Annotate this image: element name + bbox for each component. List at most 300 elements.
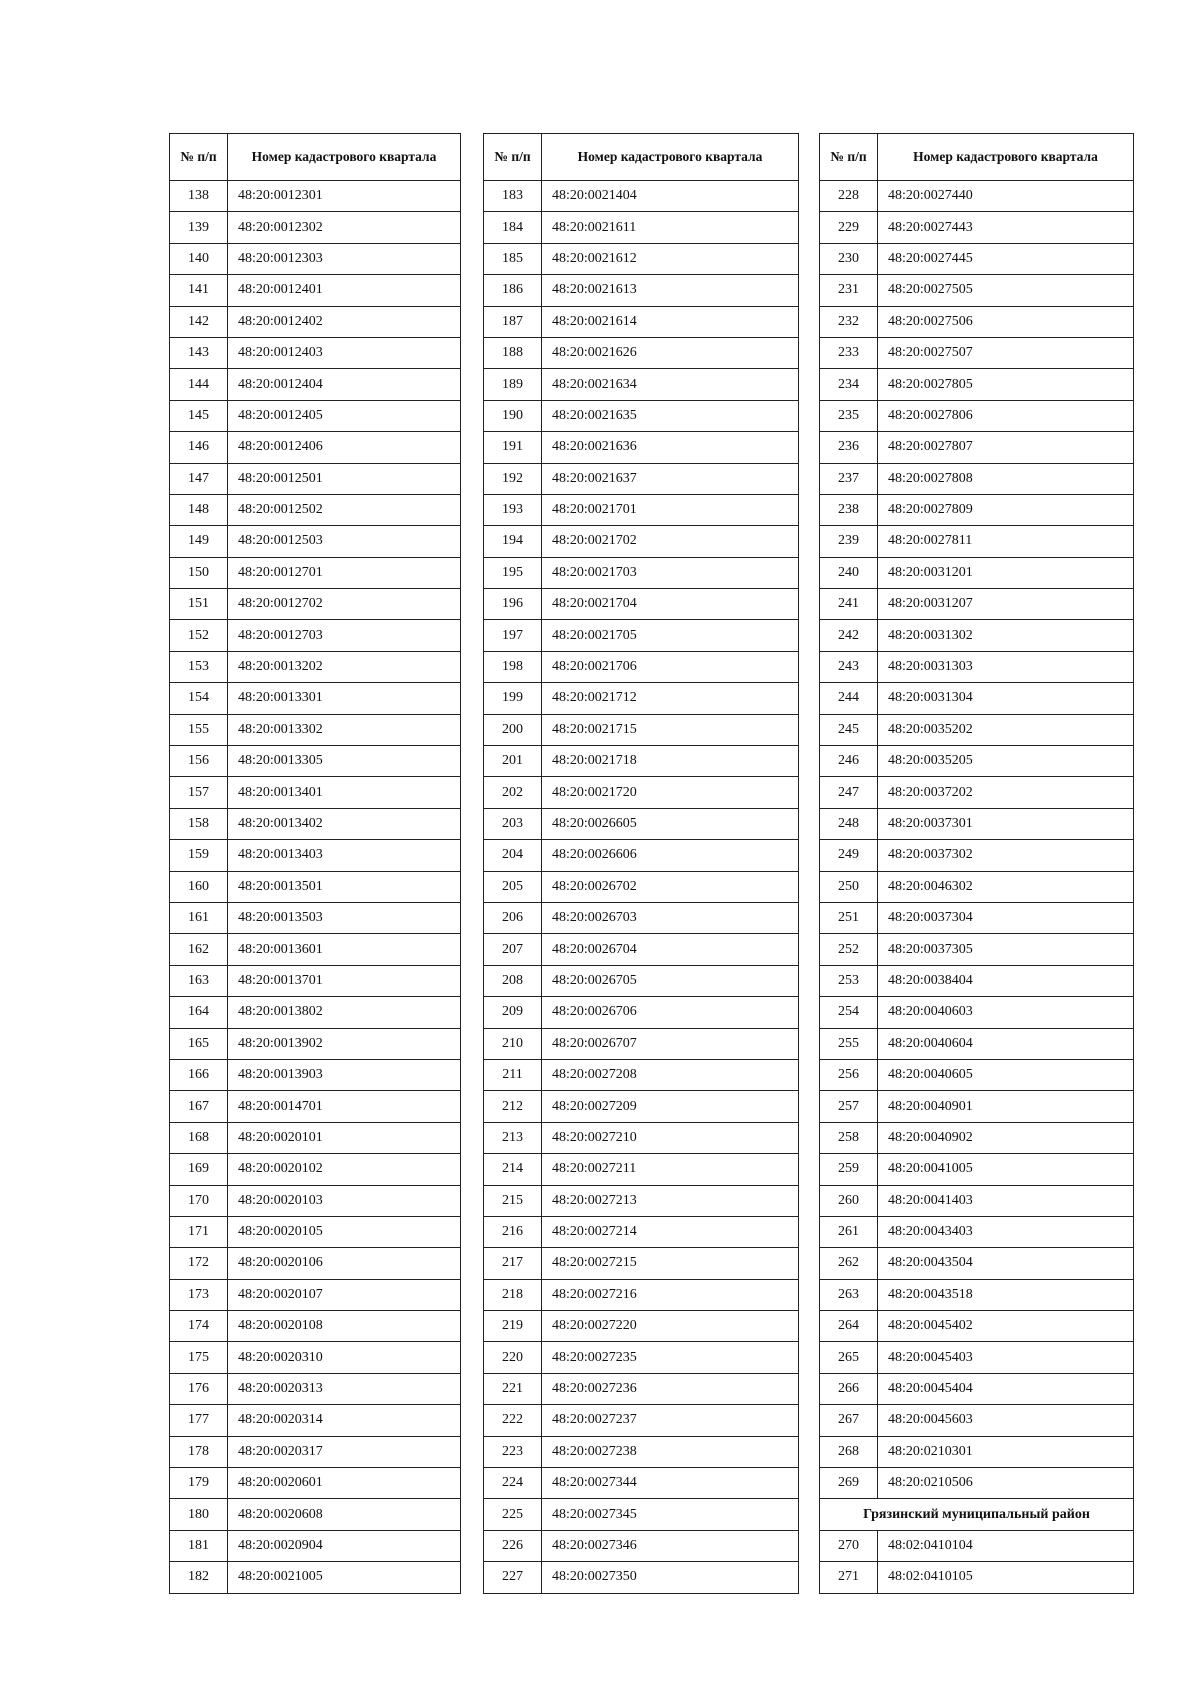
cadastral-number: 48:20:0027235 [542,1342,799,1373]
table-row [484,902,799,933]
table-row [484,1216,799,1247]
table-row [170,432,461,463]
table-row [170,589,461,620]
row-number: 196 [484,589,542,620]
row-number: 231 [820,275,878,306]
row-number: 241 [820,589,878,620]
table-row [484,432,799,463]
table-row [820,777,1134,808]
cadastral-number: 48:20:0038404 [878,965,1134,996]
table-row [820,212,1134,243]
table-row [484,808,799,839]
row-number: 222 [484,1405,542,1436]
row-number: 208 [484,965,542,996]
cadastral-number: 48:20:0021635 [542,400,799,431]
cadastral-number: 48:20:0026703 [542,902,799,933]
table-row [170,243,461,274]
table-row [170,902,461,933]
table-row [170,840,461,871]
cadastral-number: 48:20:0021718 [542,746,799,777]
row-number: 218 [484,1279,542,1310]
row-number: 230 [820,243,878,274]
row-number: 253 [820,965,878,996]
row-number: 198 [484,651,542,682]
cadastral-number: 48:20:0027211 [542,1154,799,1185]
cadastral-number: 48:20:0021613 [542,275,799,306]
cadastral-number: 48:20:0021702 [542,526,799,557]
table-row [484,1530,799,1561]
row-number: 139 [170,212,228,243]
table-row [820,369,1134,400]
row-number: 157 [170,777,228,808]
table-row [484,746,799,777]
cadastral-number: 48:20:0040902 [878,1122,1134,1153]
row-number: 155 [170,714,228,745]
row-number: 184 [484,212,542,243]
table-row [170,212,461,243]
row-number: 212 [484,1091,542,1122]
cadastral-number: 48:20:0020310 [228,1342,461,1373]
table-row [170,1059,461,1090]
cadastral-number: 48:20:0021704 [542,589,799,620]
row-number: 143 [170,337,228,368]
table-row [484,212,799,243]
cadastral-number: 48:20:0037202 [878,777,1134,808]
row-number: 228 [820,181,878,212]
row-number: 181 [170,1530,228,1561]
cadastral-number: 48:20:0021612 [542,243,799,274]
cadastral-number: 48:20:0027445 [878,243,1134,274]
cadastral-number: 48:20:0012302 [228,212,461,243]
cadastral-number: 48:20:0026705 [542,965,799,996]
cadastral-number: 48:20:0027808 [878,463,1134,494]
table-row [170,871,461,902]
row-number: 240 [820,557,878,588]
cadastral-number: 48:20:0043403 [878,1216,1134,1247]
table-row [484,306,799,337]
row-number: 169 [170,1154,228,1185]
table-row [170,337,461,368]
cadastral-number: 48:20:0012402 [228,306,461,337]
row-number: 257 [820,1091,878,1122]
row-number: 224 [484,1468,542,1499]
row-number: 179 [170,1468,228,1499]
cadastral-number: 48:20:0012401 [228,275,461,306]
cadastral-number: 48:20:0043504 [878,1248,1134,1279]
cadastral-number: 48:20:0027346 [542,1530,799,1561]
cadastral-number: 48:20:0020601 [228,1468,461,1499]
table-row [484,714,799,745]
row-number: 185 [484,243,542,274]
row-number: 227 [484,1562,542,1593]
row-number: 251 [820,902,878,933]
row-number: 194 [484,526,542,557]
row-number: 166 [170,1059,228,1090]
table-row [820,589,1134,620]
table-row [170,714,461,745]
table-row [170,306,461,337]
cadastral-number: 48:20:0020103 [228,1185,461,1216]
table-row [170,400,461,431]
cadastral-number: 48:20:0013903 [228,1059,461,1090]
row-number: 267 [820,1405,878,1436]
section-title: Грязинский муниципальный район [820,1499,1134,1530]
cadastral-number: 48:20:0021636 [542,432,799,463]
row-number: 188 [484,337,542,368]
row-number: 268 [820,1436,878,1467]
cadastral-number: 48:20:0027506 [878,306,1134,337]
cadastral-number: 48:20:0013202 [228,651,461,682]
table-header-row [484,134,799,181]
table-row [484,1059,799,1090]
row-number: 177 [170,1405,228,1436]
cadastral-number: 48:20:0027209 [542,1091,799,1122]
table-row [820,934,1134,965]
cadastral-number: 48:20:0027215 [542,1248,799,1279]
table-row [484,1154,799,1185]
row-number: 207 [484,934,542,965]
table-row [820,306,1134,337]
table-row [170,181,461,212]
table-row [484,1562,799,1593]
table-row [820,1530,1134,1561]
row-number: 170 [170,1185,228,1216]
cadastral-number: 48:20:0012404 [228,369,461,400]
row-number: 234 [820,369,878,400]
row-number: 205 [484,871,542,902]
table-row [170,1342,461,1373]
row-number: 153 [170,651,228,682]
table-row [484,1028,799,1059]
table-row [170,1530,461,1561]
cadastral-number: 48:20:0041403 [878,1185,1134,1216]
table-row [820,1342,1134,1373]
header-num: № п/п [170,134,228,181]
cadastral-number: 48:20:0013701 [228,965,461,996]
cadastral-number: 48:20:0045402 [878,1311,1134,1342]
cadastral-number: 48:20:0045603 [878,1405,1134,1436]
table-row [484,589,799,620]
cadastral-number: 48:20:0020317 [228,1436,461,1467]
table-row [820,463,1134,494]
row-number: 161 [170,902,228,933]
table-row [484,1468,799,1499]
table-row [170,494,461,525]
cadastral-number: 48:20:0027344 [542,1468,799,1499]
cadastral-number: 48:20:0027809 [878,494,1134,525]
cadastral-number: 48:20:0020108 [228,1311,461,1342]
row-number: 144 [170,369,228,400]
row-number: 140 [170,243,228,274]
cadastral-number: 48:20:0027507 [878,337,1134,368]
row-number: 191 [484,432,542,463]
row-number: 168 [170,1122,228,1153]
row-number: 238 [820,494,878,525]
row-number: 203 [484,808,542,839]
row-number: 233 [820,337,878,368]
cadastral-table-2 [483,133,799,1594]
row-number: 199 [484,683,542,714]
cadastral-number: 48:20:0013302 [228,714,461,745]
cadastral-number: 48:20:0012701 [228,557,461,588]
cadastral-number: 48:20:0040604 [878,1028,1134,1059]
row-number: 163 [170,965,228,996]
row-number: 263 [820,1279,878,1310]
row-number: 261 [820,1216,878,1247]
row-number: 147 [170,463,228,494]
table-row [484,840,799,871]
table-row [484,1499,799,1530]
row-number: 211 [484,1059,542,1090]
table-row [820,840,1134,871]
table-row [484,1405,799,1436]
row-number: 215 [484,1185,542,1216]
row-number: 195 [484,557,542,588]
header-num: № п/п [820,134,878,181]
header-cadastral: Номер кадастрового квартала [878,134,1134,181]
table-row [820,526,1134,557]
row-number: 239 [820,526,878,557]
cadastral-number: 48:20:0013601 [228,934,461,965]
table-row [484,871,799,902]
cadastral-number: 48:20:0027216 [542,1279,799,1310]
row-number: 265 [820,1342,878,1373]
table-row [484,1185,799,1216]
row-number: 260 [820,1185,878,1216]
table-row [170,1279,461,1310]
table-row [820,965,1134,996]
table-row [170,1248,461,1279]
table-row [170,1185,461,1216]
table-row [820,1311,1134,1342]
cadastral-number: 48:02:0410105 [878,1562,1134,1593]
row-number: 225 [484,1499,542,1530]
table-row [170,777,461,808]
cadastral-number: 48:20:0013501 [228,871,461,902]
table-row [170,620,461,651]
cadastral-number: 48:20:0012702 [228,589,461,620]
row-number: 193 [484,494,542,525]
row-number: 158 [170,808,228,839]
cadastral-number: 48:20:0027236 [542,1373,799,1404]
table-row [484,1436,799,1467]
table-row [820,683,1134,714]
cadastral-number: 48:20:0020314 [228,1405,461,1436]
row-number: 187 [484,306,542,337]
row-number: 162 [170,934,228,965]
table-row [820,1028,1134,1059]
row-number: 164 [170,997,228,1028]
table-row [170,463,461,494]
row-number: 223 [484,1436,542,1467]
cadastral-number: 48:20:0031303 [878,651,1134,682]
cadastral-number: 48:20:0027238 [542,1436,799,1467]
row-number: 145 [170,400,228,431]
row-number: 259 [820,1154,878,1185]
cadastral-number: 48:20:0031302 [878,620,1134,651]
cadastral-number: 48:20:0013503 [228,902,461,933]
cadastral-number: 48:20:0012703 [228,620,461,651]
row-number: 226 [484,1530,542,1561]
table-row [484,1248,799,1279]
row-number: 159 [170,840,228,871]
table-row [820,1436,1134,1467]
cadastral-number: 48:20:0012501 [228,463,461,494]
row-number: 213 [484,1122,542,1153]
cadastral-number: 48:20:0020101 [228,1122,461,1153]
table-row [484,1122,799,1153]
cadastral-number: 48:20:0027443 [878,212,1134,243]
cadastral-number: 48:20:0012303 [228,243,461,274]
table-row [484,620,799,651]
row-number: 154 [170,683,228,714]
header-num: № п/п [484,134,542,181]
cadastral-number: 48:20:0026606 [542,840,799,871]
table-row [820,1373,1134,1404]
cadastral-number: 48:20:0020313 [228,1373,461,1404]
cadastral-number: 48:20:0027806 [878,400,1134,431]
cadastral-number: 48:20:0013902 [228,1028,461,1059]
cadastral-number: 48:20:0210301 [878,1436,1134,1467]
cadastral-number: 48:20:0026704 [542,934,799,965]
cadastral-number: 48:20:0027350 [542,1562,799,1593]
cadastral-number: 48:20:0020904 [228,1530,461,1561]
cadastral-number: 48:20:0021404 [542,181,799,212]
cadastral-number: 48:20:0012503 [228,526,461,557]
table-header-row [170,134,461,181]
table-row [170,1122,461,1153]
table-row [820,808,1134,839]
table-row [820,651,1134,682]
table-row [170,1436,461,1467]
row-number: 149 [170,526,228,557]
row-number: 174 [170,1311,228,1342]
cadastral-number: 48:20:0021712 [542,683,799,714]
header-cadastral: Номер кадастрового квартала [228,134,461,181]
table-row [484,557,799,588]
cadastral-number: 48:20:0041005 [878,1154,1134,1185]
cadastral-number: 48:20:0020107 [228,1279,461,1310]
row-number: 190 [484,400,542,431]
table-row [820,275,1134,306]
cadastral-number: 48:20:0012502 [228,494,461,525]
table-row [820,1154,1134,1185]
cadastral-number: 48:20:0012405 [228,400,461,431]
cadastral-number: 48:20:0027208 [542,1059,799,1090]
cadastral-number: 48:20:0040901 [878,1091,1134,1122]
table-row [484,369,799,400]
row-number: 175 [170,1342,228,1373]
row-number: 254 [820,997,878,1028]
cadastral-number: 48:20:0043518 [878,1279,1134,1310]
row-number: 247 [820,777,878,808]
table-row [484,1279,799,1310]
table-row [170,997,461,1028]
cadastral-number: 48:20:0027505 [878,275,1134,306]
row-number: 178 [170,1436,228,1467]
cadastral-number: 48:20:0031201 [878,557,1134,588]
cadastral-number: 48:20:0026605 [542,808,799,839]
table-row [484,777,799,808]
cadastral-number: 48:20:0040605 [878,1059,1134,1090]
row-number: 160 [170,871,228,902]
table-row [484,526,799,557]
row-number: 244 [820,683,878,714]
row-number: 243 [820,651,878,682]
table-row [170,1216,461,1247]
row-number: 221 [484,1373,542,1404]
table-row [820,1562,1134,1593]
row-number: 270 [820,1530,878,1561]
table-row [170,275,461,306]
table-row [170,1405,461,1436]
row-number: 232 [820,306,878,337]
cadastral-number: 48:20:0012301 [228,181,461,212]
cadastral-number: 48:20:0021626 [542,337,799,368]
table-row [820,714,1134,745]
cadastral-number: 48:20:0027345 [542,1499,799,1530]
table-row [820,1468,1134,1499]
row-number: 248 [820,808,878,839]
row-number: 156 [170,746,228,777]
table-row [170,651,461,682]
table-row [820,557,1134,588]
table-row [170,1154,461,1185]
table-row [170,746,461,777]
row-number: 245 [820,714,878,745]
cadastral-number: 48:20:0046302 [878,871,1134,902]
table-row [820,243,1134,274]
cadastral-number: 48:20:0037304 [878,902,1134,933]
table-row [170,1499,461,1530]
cadastral-number: 48:20:0012406 [228,432,461,463]
table-row [820,432,1134,463]
table-row [820,1248,1134,1279]
cadastral-number: 48:20:0021705 [542,620,799,651]
table-row [820,871,1134,902]
row-number: 269 [820,1468,878,1499]
cadastral-number: 48:20:0021611 [542,212,799,243]
row-number: 249 [820,840,878,871]
cadastral-number: 48:20:0027440 [878,181,1134,212]
table-row [170,934,461,965]
cadastral-number: 48:20:0012403 [228,337,461,368]
row-number: 150 [170,557,228,588]
cadastral-number: 48:20:0027807 [878,432,1134,463]
cadastral-number: 48:20:0021005 [228,1562,461,1593]
row-number: 204 [484,840,542,871]
table-row [820,997,1134,1028]
cadastral-number: 48:20:0027805 [878,369,1134,400]
cadastral-number: 48:20:0210506 [878,1468,1134,1499]
cadastral-number: 48:20:0035202 [878,714,1134,745]
table-row [170,526,461,557]
cadastral-number: 48:20:0027213 [542,1185,799,1216]
table-row [170,557,461,588]
cadastral-number: 48:20:0037305 [878,934,1134,965]
table-row [170,369,461,400]
row-number: 180 [170,1499,228,1530]
row-number: 237 [820,463,878,494]
cadastral-number: 48:20:0020608 [228,1499,461,1530]
row-number: 148 [170,494,228,525]
cadastral-number: 48:20:0027210 [542,1122,799,1153]
cadastral-number: 48:20:0045404 [878,1373,1134,1404]
table-row [820,400,1134,431]
cadastral-number: 48:20:0013401 [228,777,461,808]
table-row [820,1091,1134,1122]
table-row [820,620,1134,651]
